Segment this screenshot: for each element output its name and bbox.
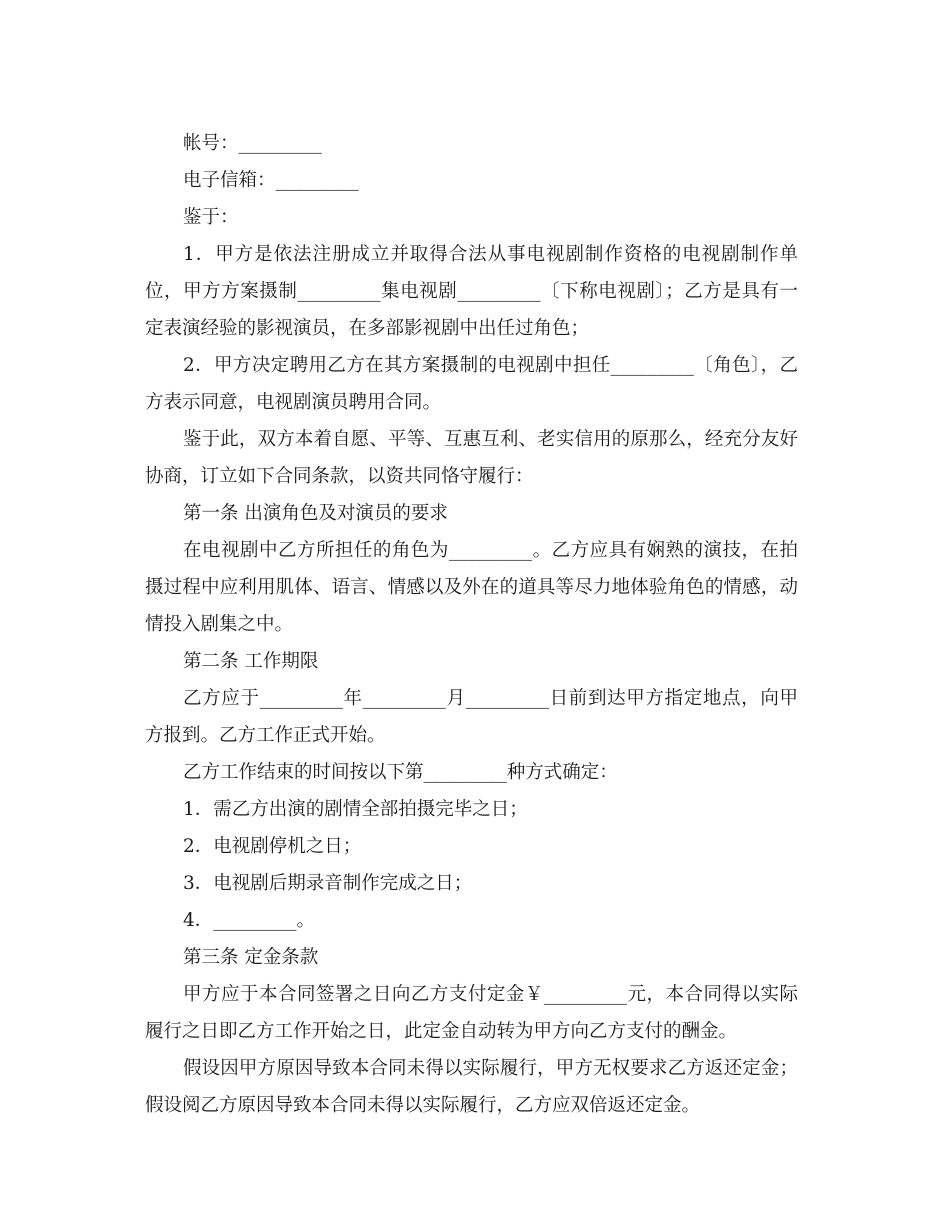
article-1-line-1: 在电视剧中乙方所担任的角色为_________。乙方应具有娴熟的演技，在拍 (183, 540, 798, 561)
article-3-heading: 第三条 定金条款 (183, 947, 319, 968)
end-option-2: 2．电视剧停机之日； (183, 836, 362, 857)
article-2-line-2: 方报到。乙方工作正式开始。 (145, 725, 386, 746)
preamble-line-1: 鉴于此，双方本着自愿、平等、互惠互利、老实信用的原那么，经充分友好 (183, 429, 798, 450)
article-1-line-2: 摄过程中应利用肌体、语言、情感以及外在的道具等尽力地体验角色的情感，动 (145, 577, 798, 598)
article-3-line-1: 甲方应于本合同签署之日向乙方支付定金￥_________元，本合同得以实际 (183, 984, 798, 1005)
article-3-line-4: 假设阅乙方原因导致本合同未得以实际履行，乙方应双倍返还定金。 (145, 1095, 701, 1116)
recital-1-line-1: 1．甲方是依法注册成立并取得合法从事电视剧制作资格的电视剧制作单 (183, 244, 798, 265)
email-line: 电子信箱：_________ (183, 170, 359, 191)
article-3-line-2: 履行之日即乙方工作开始之日，此定金自动转为甲方向乙方支付的酬金。 (145, 1021, 738, 1042)
recital-1-line-2: 位，甲方方案摄制_________集电视剧_________〔下称电视剧〕；乙方是具有一 (145, 281, 798, 302)
article-3-line-3: 假设因甲方原因导致本合同未得以实际履行，甲方无权要求乙方返还定金； (183, 1058, 798, 1079)
end-option-4: 4．_________。 (183, 910, 316, 931)
whereas-heading: 鉴于： (183, 207, 239, 228)
recital-1-line-3: 定表演经验的影视演员，在多部影视剧中出任过角色； (145, 318, 590, 339)
account-number-line: 帐号：_________ (183, 133, 322, 154)
end-option-3: 3．电视剧后期录音制作完成之日； (183, 873, 473, 894)
article-1-line-3: 情投入剧集之中。 (145, 614, 294, 635)
article-2-heading: 第二条 工作期限 (183, 651, 319, 672)
article-1-heading: 第一条 出演角色及对演员的要求 (183, 503, 448, 524)
article-2-line-1: 乙方应于_________年_________月_________日前到达甲方指定地点，向甲 (183, 688, 798, 709)
recital-2-line-1: 2．甲方决定聘用乙方在其方案摄制的电视剧中担任_________〔角色〕，乙 (183, 355, 798, 376)
article-2-end-method: 乙方工作结束的时间按以下第_________种方式确定： (183, 762, 618, 783)
recital-2-line-2: 方表示同意，电视剧演员聘用合同。 (145, 392, 442, 413)
preamble-line-2: 协商，订立如下合同条款，以资共同恪守履行： (145, 466, 534, 487)
end-option-1: 1．需乙方出演的剧情全部拍摄完毕之日； (183, 799, 528, 820)
